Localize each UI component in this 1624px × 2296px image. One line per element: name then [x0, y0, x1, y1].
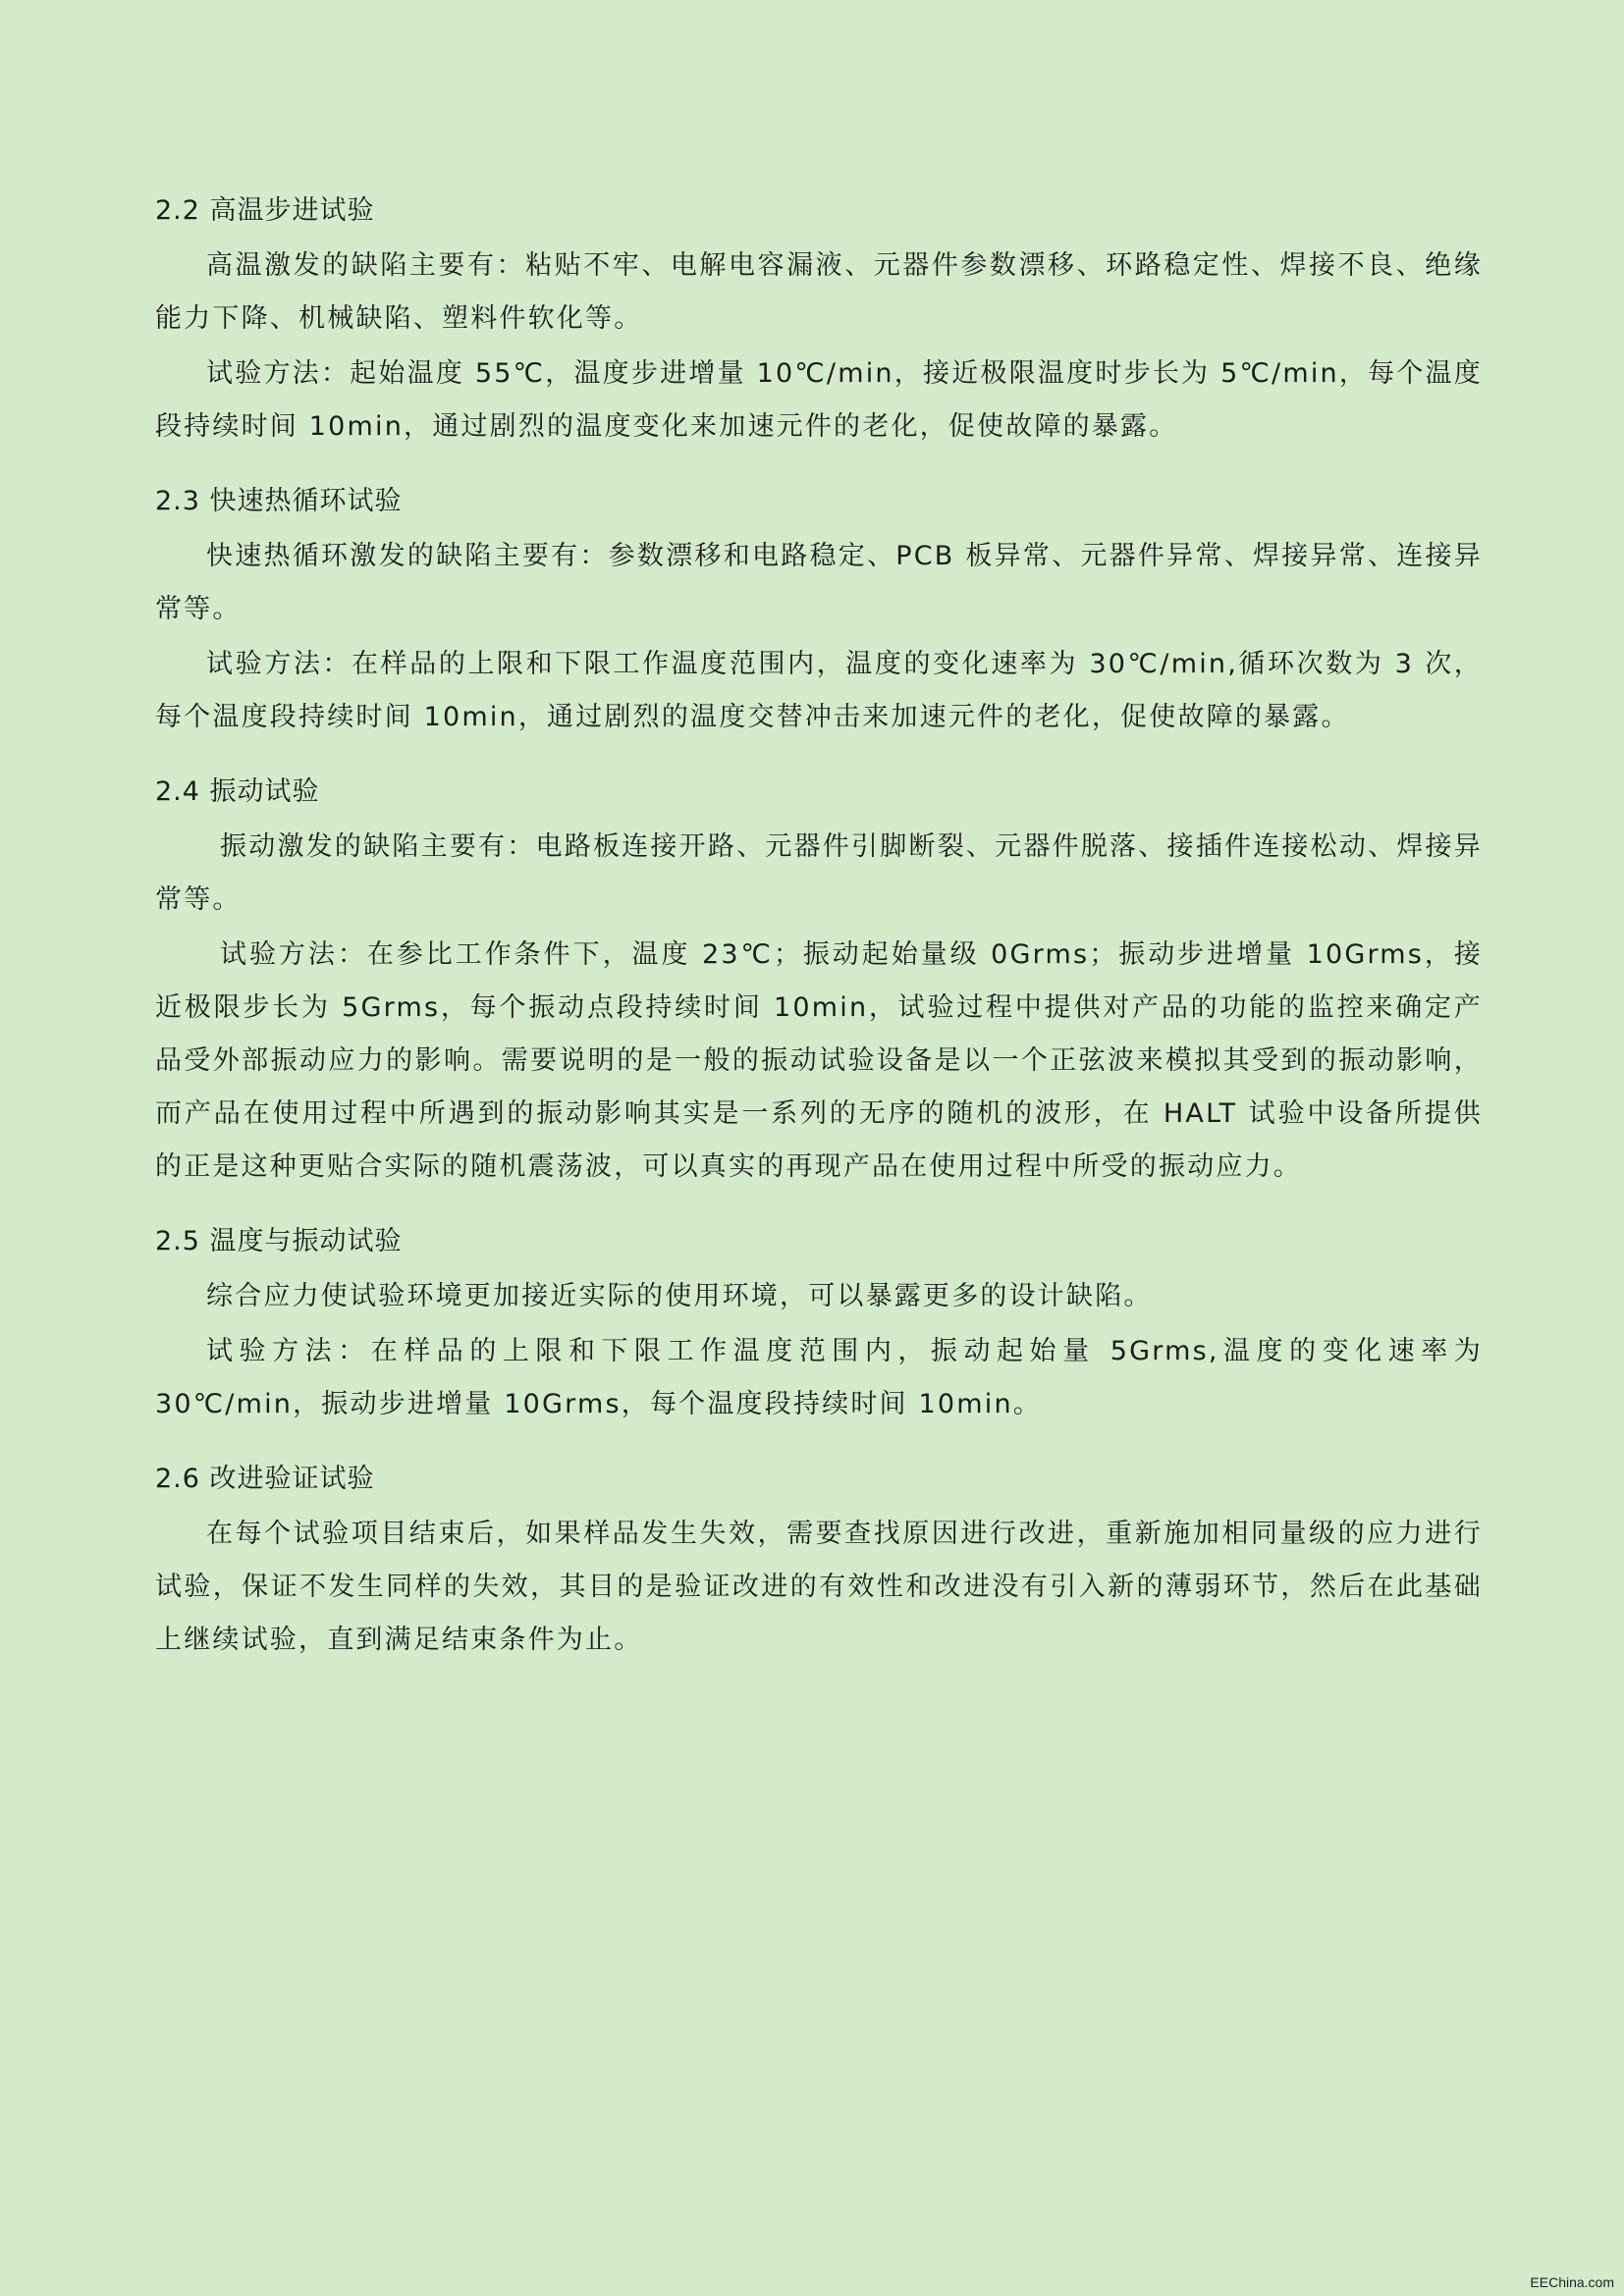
- section-2-6: [155, 1451, 1483, 1667]
- section-heading: 2.2 高温步进试验: [155, 195, 375, 226]
- section-heading: 2.6 改进验证试验: [155, 1464, 375, 1494]
- paragraph: 试验方法：在样品的上限和下限工作温度范围内，温度的变化速率为 30℃/min,循环次数为 3 次，每个温度段持续时间 10min，通过剧烈的温度交替冲击来加速元件的老化，促使故障的暴露。: [155, 649, 1483, 732]
- section-heading: 2.5 温度与振动试验: [155, 1226, 403, 1256]
- paragraph: 综合应力使试验环境更加接近实际的使用环境，可以暴露更多的设计缺陷。: [206, 1281, 1153, 1311]
- section-2-5: [155, 1213, 1483, 1431]
- watermark-text: EEChina.com: [1530, 2274, 1614, 2290]
- section-2-3: [155, 473, 1483, 744]
- section-heading: 2.3 快速热循环试验: [155, 486, 403, 516]
- document-body: [155, 183, 1483, 1669]
- section-2-2: [155, 183, 1483, 454]
- paragraph: 在每个试验项目结束后，如果样品发生失效，需要查找原因进行改进，重新施加相同量级的应力进行试验，保证不发生同样的失效，其目的是验证改进的有效性和改进没有引入新的薄弱环节，然后在此基础上继续试验，直到满足结束条件为止。: [155, 1519, 1483, 1655]
- section-2-4: [155, 764, 1483, 1194]
- paragraph: 振动激发的缺陷主要有：电路板连接开路、元器件引脚断裂、元器件脱落、接插件连接松动、焊接异常等。: [155, 831, 1483, 915]
- paragraph: 试验方法：在参比工作条件下，温度 23℃；振动起始量级 0Grms；振动步进增量 10Grms，接近极限步长为 5Grms，每个振动点段持续时间 10min，试验过程中提供对产品的功能的监控来确定产品受外部振动应力的影响。需要说明的是一般的振动试验设备是以一个正弦波来模拟其受到的振动影响，而产品在使用过程中所遇到的振动影响其实是一系列的无序的随机的波形，在 HALT 试验中设备所提供的正是这种更贴合实际的随机震荡波，可以真实的再现产品在使用过程中所受的振动应力。: [155, 939, 1483, 1182]
- paragraph: 试验方法：在样品的上限和下限工作温度范围内，振动起始量 5Grms,温度的变化速率为 30℃/min，振动步进增量 10Grms，每个温度段持续时间 10min。: [155, 1336, 1483, 1419]
- paragraph: 高温激发的缺陷主要有：粘贴不牢、电解电容漏液、元器件参数漂移、环路稳定性、焊接不良、绝缘能力下降、机械缺陷、塑料件软化等。: [155, 250, 1483, 334]
- paragraph: 快速热循环激发的缺陷主要有：参数漂移和电路稳定、PCB 板异常、元器件异常、焊接异常、连接异常等。: [155, 541, 1483, 624]
- section-heading: 2.4 振动试验: [155, 776, 320, 807]
- paragraph: 试验方法：起始温度 55℃，温度步进增量 10℃/min，接近极限温度时步长为 5℃/min，每个温度段持续时间 10min，通过剧烈的温度变化来加速元件的老化，促使故障的暴露。: [155, 358, 1483, 442]
